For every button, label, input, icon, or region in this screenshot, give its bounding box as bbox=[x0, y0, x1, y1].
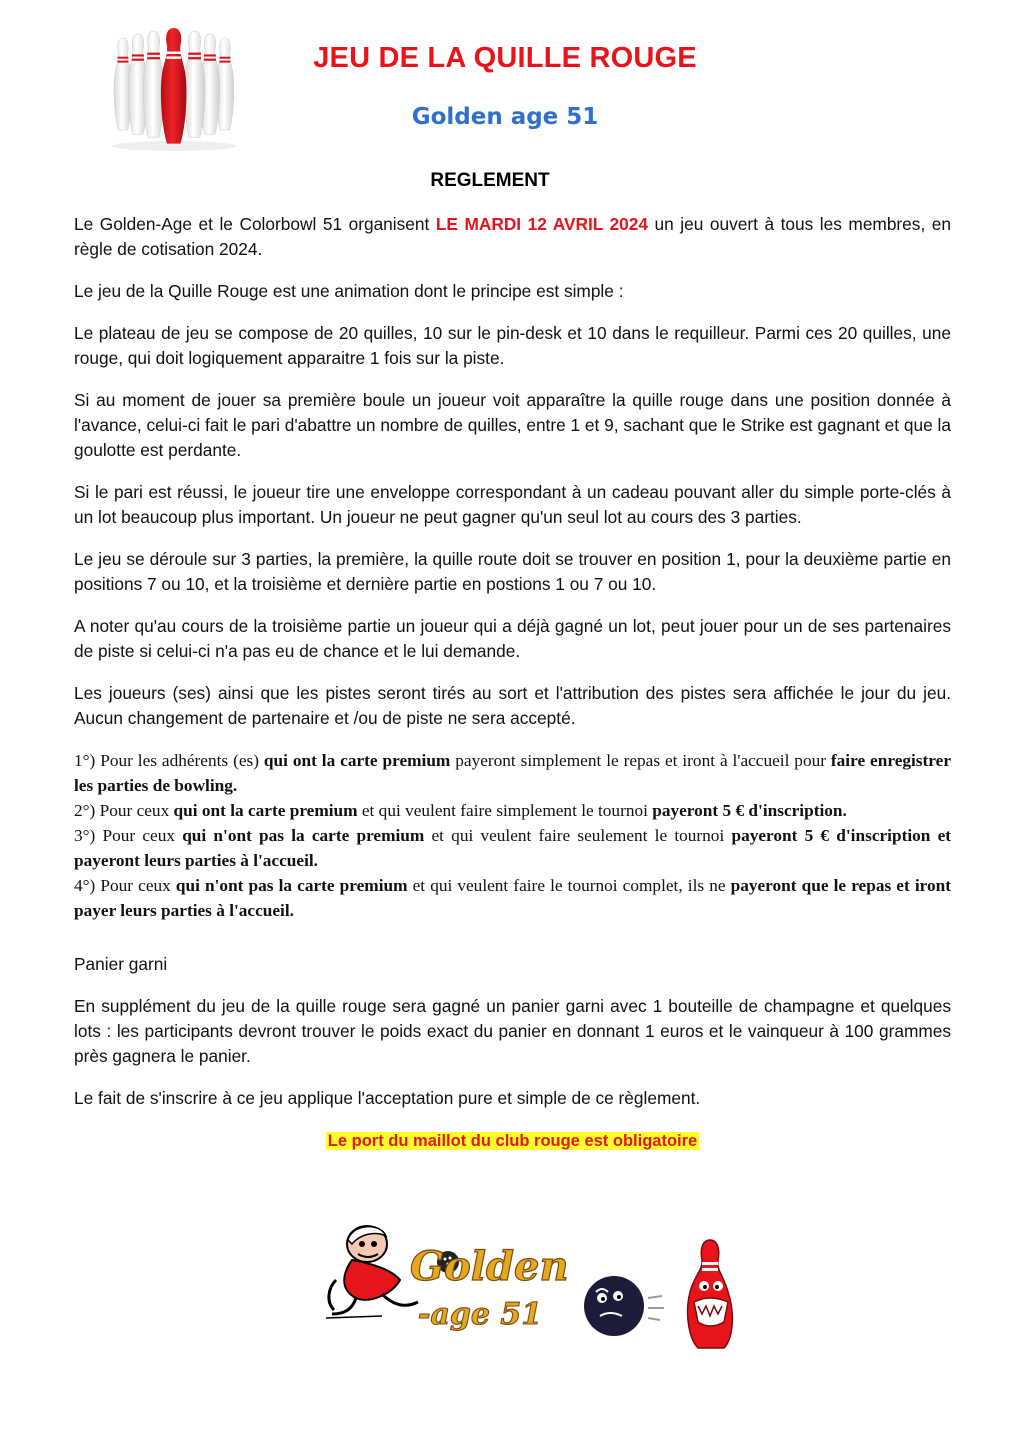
rule-bold: payeront que le repas et iront payer leurs parties à l'accueil. bbox=[74, 876, 951, 920]
golden-age-logo bbox=[322, 1214, 569, 1334]
section-heading: REGLEMENT bbox=[430, 170, 550, 191]
pricing-rules bbox=[74, 748, 951, 923]
paragraph: Les joueurs (ses) ainsi que les pistes seront tirés au sort et l'attribution des pistes sera affichée le jour du jeu. Aucun changement de partenaire et /ou de piste ne sera accepté. bbox=[74, 683, 951, 728]
acceptance-text: Le fait de s'inscrire à ce jeu applique l'acceptation pure et simple de ce règlement. bbox=[74, 1088, 701, 1108]
bowling-pins-icon bbox=[104, 28, 244, 152]
page-subtitle: Golden age 51 bbox=[411, 104, 599, 130]
rule-bold: qui n'ont pas la carte premium bbox=[182, 826, 425, 845]
rule-text: payeront simplement le repas et iront à l'accueil pour bbox=[450, 751, 831, 770]
intro-paragraph bbox=[74, 212, 951, 262]
intro-text-end: un jeu ouvert à tous les membres, en règle de cotisation 2024. bbox=[74, 214, 951, 259]
rule-text: 2°) Pour ceux bbox=[74, 801, 174, 820]
rule-text: et qui veulent faire le tournoi complet, ils ne bbox=[407, 876, 731, 895]
paragraph: Le jeu se déroule sur 3 parties, la première, la quille route doit se trouver en position 1, pour la deuxième partie en positions 7 ou 10, et la troisième et dernière partie en postions 1 ou 7 ou 10. bbox=[74, 549, 951, 594]
event-date: LE MARDI 12 AVRIL 2024 bbox=[435, 214, 648, 234]
rule-text: et qui veulent faire simplement le tournoi bbox=[357, 801, 653, 820]
paragraph: Si au moment de jouer sa première boule un joueur voit apparaître la quille rouge dans une position donnée à l'avance, celui-ci fait le pari d'abattre un nombre de quilles, entre 1 et 9, sachant que le Strike est gagnant et que la goulotte est perdante. bbox=[74, 390, 951, 460]
rule-bold: faire enregistrer les parties de bowling. bbox=[74, 751, 951, 795]
jersey-notice: Le port du maillot du club rouge est obligatoire bbox=[327, 1132, 698, 1150]
rule-item bbox=[74, 748, 951, 798]
rule-bold: payeront 5 € d'inscription. bbox=[652, 801, 847, 820]
rule-item bbox=[74, 873, 951, 923]
paragraph: Si le pari est réussi, le joueur tire une enveloppe correspondant à un cadeau pouvant aller du simple porte-clés à un lot beaucoup plus important. Un joueur ne peut gagner qu'un seul lot au cours des 3 parties. bbox=[74, 482, 951, 527]
panier-heading: Panier garni bbox=[74, 954, 168, 974]
rule-text: et qui veulent faire seulement le tournoi bbox=[424, 826, 732, 845]
panier-text: En supplément du jeu de la quille rouge sera gagné un panier garni avec 1 bouteille de champagne et quelques lots : les participants devront trouver le poids exact du panier en donnant 1 euros et le vainqueur à 100 grammes près gagnera le panier. bbox=[74, 996, 951, 1066]
rule-item bbox=[74, 823, 951, 873]
rule-item bbox=[74, 798, 951, 823]
rule-bold: qui n'ont pas la carte premium bbox=[175, 876, 408, 895]
rule-bold: qui ont la carte premium bbox=[263, 751, 451, 770]
paragraph: A noter qu'au cours de la troisième partie un joueur qui a déjà gagné un lot, peut jouer pour un de ses partenaires de piste si celui-ci n'a pas eu de chance et le lui demande. bbox=[74, 616, 951, 661]
notice-wrap bbox=[74, 1128, 951, 1154]
document-body bbox=[74, 212, 951, 1154]
page-title: JEU DE LA QUILLE ROUGE bbox=[313, 42, 697, 74]
rule-bold: qui ont la carte premium bbox=[173, 801, 358, 820]
paragraph: Le plateau de jeu se compose de 20 quilles, 10 sur le pin-desk et 10 dans le requilleur. Parmi ces 20 quilles, une rouge, qui doit logiquement apparaitre 1 fois sur la piste. bbox=[74, 323, 951, 368]
paragraph: Le jeu de la Quille Rouge est une animation dont le principe est simple : bbox=[74, 281, 624, 301]
logo-age-text: -age 51 bbox=[418, 1297, 543, 1332]
intro-text-start: Le Golden-Age et le Colorbowl 51 organisent bbox=[74, 214, 436, 234]
rule-text: 1°) Pour les adhérents (es) bbox=[74, 751, 264, 770]
logo-golden-text: Golden bbox=[410, 1243, 569, 1290]
rule-text: 3°) Pour ceux bbox=[74, 826, 183, 845]
rule-bold: payeront 5 € d'inscription et payeront leurs parties à l'accueil. bbox=[74, 826, 951, 870]
ball-and-pin-mascot-icon bbox=[578, 1236, 743, 1354]
rule-text: 4°) Pour ceux bbox=[74, 876, 176, 895]
